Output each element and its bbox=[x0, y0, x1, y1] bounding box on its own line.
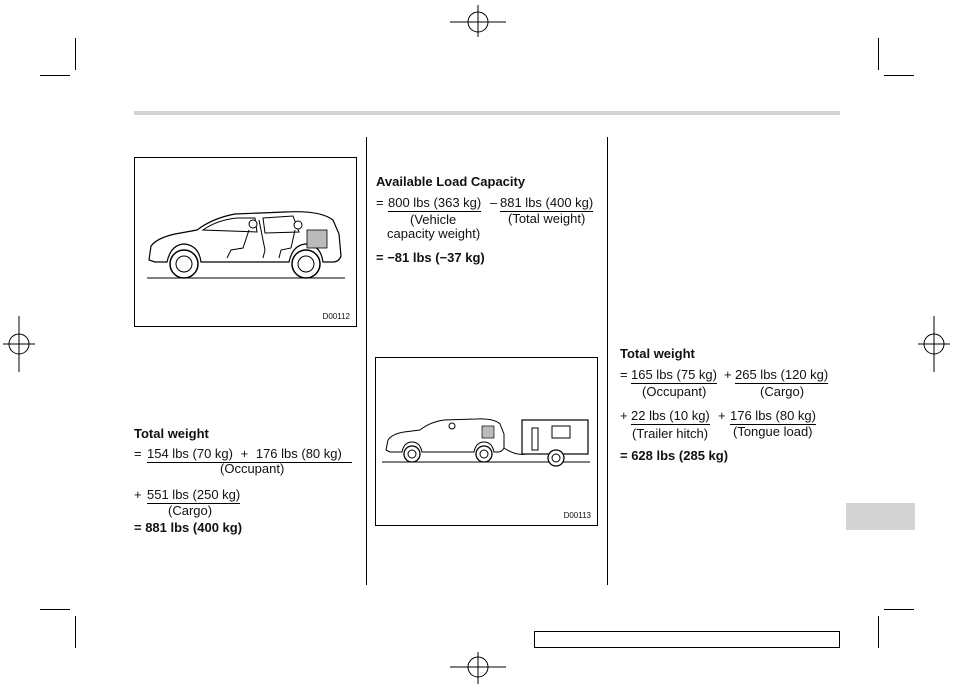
registration-mark-icon bbox=[918, 316, 950, 372]
column-divider bbox=[366, 137, 367, 585]
chapter-tab bbox=[846, 503, 915, 530]
crop-mark bbox=[884, 609, 914, 610]
crop-mark bbox=[75, 616, 76, 648]
col3-plus3: + bbox=[718, 408, 726, 423]
col3-value-c: 22 lbs (10 kg) bbox=[631, 408, 710, 423]
registration-mark-icon bbox=[450, 652, 506, 684]
crop-mark bbox=[878, 616, 879, 648]
registration-mark-icon bbox=[450, 5, 506, 37]
col3-plus1: + bbox=[724, 367, 732, 382]
col2-value-a: 800 lbs (363 kg) bbox=[388, 195, 482, 210]
figure-car-occupants bbox=[134, 157, 357, 327]
col2-eq: = bbox=[376, 195, 384, 210]
col3-result: = 628 lbs (285 kg) bbox=[620, 448, 729, 463]
col1-value-b: 176 lbs (80 kg) bbox=[255, 446, 342, 461]
col2-caption-b: (Total weight) bbox=[508, 211, 586, 226]
col2-caption-a-line1: (Vehicle bbox=[410, 212, 457, 227]
col1-cargo-value: 551 lbs (250 kg) bbox=[147, 487, 241, 502]
col2-result: = −81 lbs (−37 kg) bbox=[376, 250, 485, 265]
column-divider bbox=[607, 137, 608, 585]
col1-occupant-caption: (Occupant) bbox=[220, 461, 285, 476]
col3-value-d: 176 lbs (80 kg) bbox=[730, 408, 816, 423]
col1-plus: + bbox=[240, 446, 249, 461]
trailer-illustration-icon bbox=[376, 358, 597, 525]
crop-mark bbox=[40, 609, 70, 610]
figure-car-trailer bbox=[375, 357, 598, 526]
header-rule bbox=[134, 111, 840, 115]
crop-mark bbox=[75, 38, 76, 70]
col2-heading: Available Load Capacity bbox=[376, 174, 526, 189]
col2-caption-a-line2: capacity weight) bbox=[387, 226, 481, 241]
registration-mark-icon bbox=[3, 316, 35, 372]
col3-plus2: + bbox=[620, 408, 628, 423]
figure-id: D00113 bbox=[563, 511, 591, 520]
footer-box bbox=[534, 631, 840, 648]
col3-eq: = bbox=[620, 367, 628, 382]
crop-mark bbox=[884, 75, 914, 76]
col3-value-a: 165 lbs (75 kg) bbox=[631, 367, 717, 382]
col2-value-b: 881 lbs (400 kg) bbox=[500, 195, 594, 210]
col1-heading: Total weight bbox=[134, 426, 209, 441]
col3-caption-cargo: (Cargo) bbox=[760, 384, 805, 399]
col1-result: = 881 lbs (400 kg) bbox=[134, 520, 243, 535]
col1-cargo-caption: (Cargo) bbox=[168, 503, 213, 518]
col1-plus2: + bbox=[134, 487, 142, 502]
col3-caption-tongue-load: (Tongue load) bbox=[733, 424, 813, 439]
col3-value-b: 265 lbs (120 kg) bbox=[735, 367, 829, 382]
col3-caption-occupant: (Occupant) bbox=[642, 384, 707, 399]
figure-id: D00112 bbox=[322, 312, 350, 321]
col3-heading: Total weight bbox=[620, 346, 695, 361]
car-illustration-icon bbox=[135, 158, 356, 326]
col2-minus: – bbox=[490, 195, 498, 210]
crop-mark bbox=[40, 75, 70, 76]
col3-caption-trailer-hitch: (Trailer hitch) bbox=[632, 426, 709, 441]
col1-value-a: 154 lbs (70 kg) bbox=[147, 446, 233, 461]
crop-mark bbox=[878, 38, 879, 70]
col1-eq: = bbox=[134, 446, 142, 461]
